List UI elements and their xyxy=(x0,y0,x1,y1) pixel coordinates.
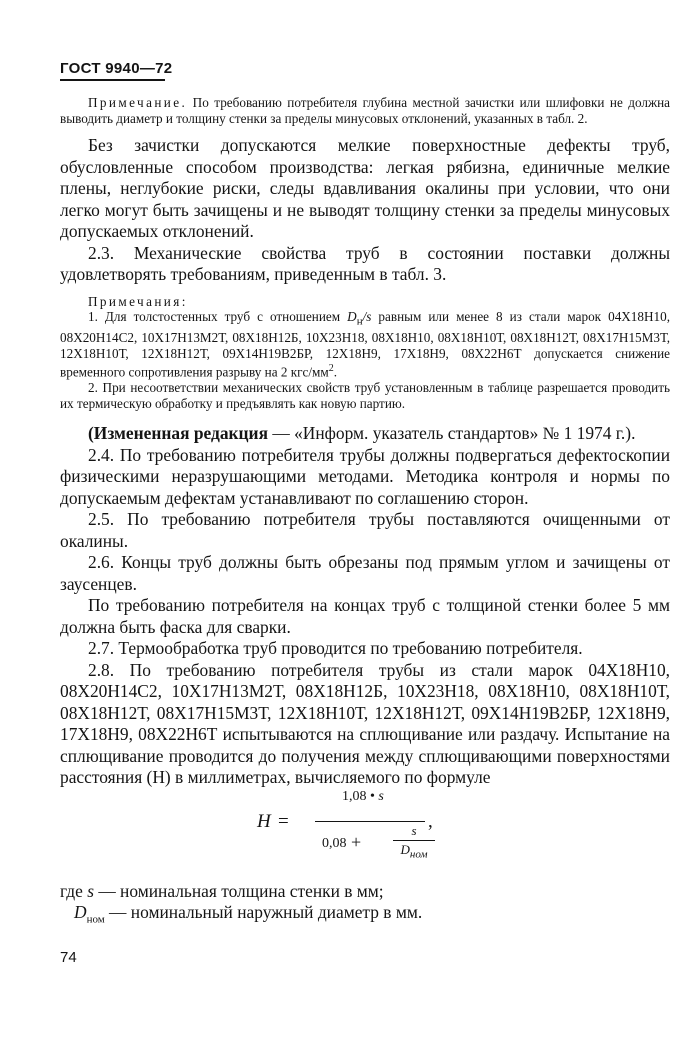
paragraph-2-3: 2.3. Механические свойства труб в состоянии поставки должны удовлетворять требованиям, приведенным в табл. 3. xyxy=(60,242,670,284)
legend-line-d: $D_{ном}$ — номинальный наружный диаметр в мм. xyxy=(74,902,423,926)
formula-denominator: 0,08 + xyxy=(322,831,362,852)
paragraph-defects: Без зачистки допускаются мелкие поверхностные дефекты труб, обусловленные способом производства: легкая рябизна, единичные мелкие плены, неглубокие риски, следы вдавливания окалины при условии, что они легко могут быть зачищены и не выводят толщину стенки за пределы минусовых допускаемых отклонений. xyxy=(60,135,670,241)
paragraph-2-6: 2.6. Концы труб должны быть обрезаны под прямым углом и зачищены от заусенцев. xyxy=(60,552,670,594)
paragraph-2-4: 2.4. По требованию потребителя трубы должны подвергаться дефектоскопии физическими неразрушающими методами. Методика контроля и нормы по допускаемым дефектам устанавливают по соглашению сторон. xyxy=(60,444,670,508)
note-label: Примечание. xyxy=(88,95,188,110)
note-remark xyxy=(60,95,670,127)
note-text: По требованию потребителя глубина местной зачистки или шлифовки не должна выводить диаметр и толщину стенки за пределы минусовых отклонений, указанных в табл. 2. xyxy=(60,95,670,126)
formula-inner-fraction: s $D_{ном}$ xyxy=(393,823,435,861)
notes-title: Примечания: xyxy=(88,293,188,309)
formula-legend xyxy=(60,881,670,931)
body-section-2 xyxy=(60,423,670,789)
formula-comma: , xyxy=(428,810,433,832)
formula-fraction-bar xyxy=(315,821,425,822)
formula-h xyxy=(60,789,670,881)
body-section-1 xyxy=(60,135,670,286)
note-item-1: 1. Для толстостенных труб с отношением $D_н/s$ равным или менее 8 из стали марок 04Х18Н10, 08Х20Н14С2, 10Х17Н13М2Т, 08Х18Н12Б, 10Х23Н18, 08Х18Н10, 08Х18Н10Т, 08Х18Н12Т, 08Х17Н15М3Т, 12Х18Н10Т, 12Х18Н12Т, 09Х14Н19В2БР, 12Х18Н9, 17Х18Н9, 08Х22Н6Т допускается снижение временного сопротивления разрыву на 2 кгс/$мм^2$. xyxy=(60,309,671,380)
paragraph-2-6b: По требованию потребителя на концах труб с толщиной стенки более 5 мм должна быть фаска для сварки. xyxy=(60,595,670,637)
header-rule xyxy=(60,79,165,81)
formula-lhs: H xyxy=(257,810,271,832)
document-page xyxy=(60,60,670,966)
paragraph-2-5: 2.5. По требованию потребителя трубы поставляются очищенными от окалины. xyxy=(60,509,670,551)
legend-line-s: где s — номинальная толщина стенки в мм; xyxy=(60,880,384,901)
amendment-note: (Измененная редакция — «Информ. указатель стандартов» № 1 1974 г.). xyxy=(88,423,636,444)
notes-section xyxy=(60,294,670,412)
formula-numerator: 1,08 • s xyxy=(342,788,384,804)
paragraph-2-7: 2.7. Термообработка труб проводится по требованию потребителя. xyxy=(88,638,583,659)
document-header: ГОСТ 9940—72 xyxy=(60,60,173,77)
note-item-2: 2. При несоответствии механических свойств труб установленным в таблице разрешается проводить их термическую обработку и предъявлять как новую партию. xyxy=(60,380,670,411)
page-number: 74 xyxy=(60,949,77,966)
formula-equals: = xyxy=(278,810,289,832)
paragraph-2-8: 2.8. По требованию потребителя трубы из стали марок 04Х18Н10, 08Х20Н14С2, 10Х17Н13М2Т, 08Х18Н12Б, 10Х23Н18, 08Х18Н10, 08Х18Н10Т, 08Х18Н12Т, 08Х17Н15М3Т, 12Х18Н10Т, 12Х18Н12Т, 09Х14Н19В2БР, 12Х18Н9, 17Х18Н9, 08Х22Н6Т испытываются на сплющивание или раздачу. Испытание на сплющивание проводится до получения между сплющивающими поверхностями расстояния (H) в миллиметрах, вычисляемого по формуле xyxy=(60,659,670,788)
